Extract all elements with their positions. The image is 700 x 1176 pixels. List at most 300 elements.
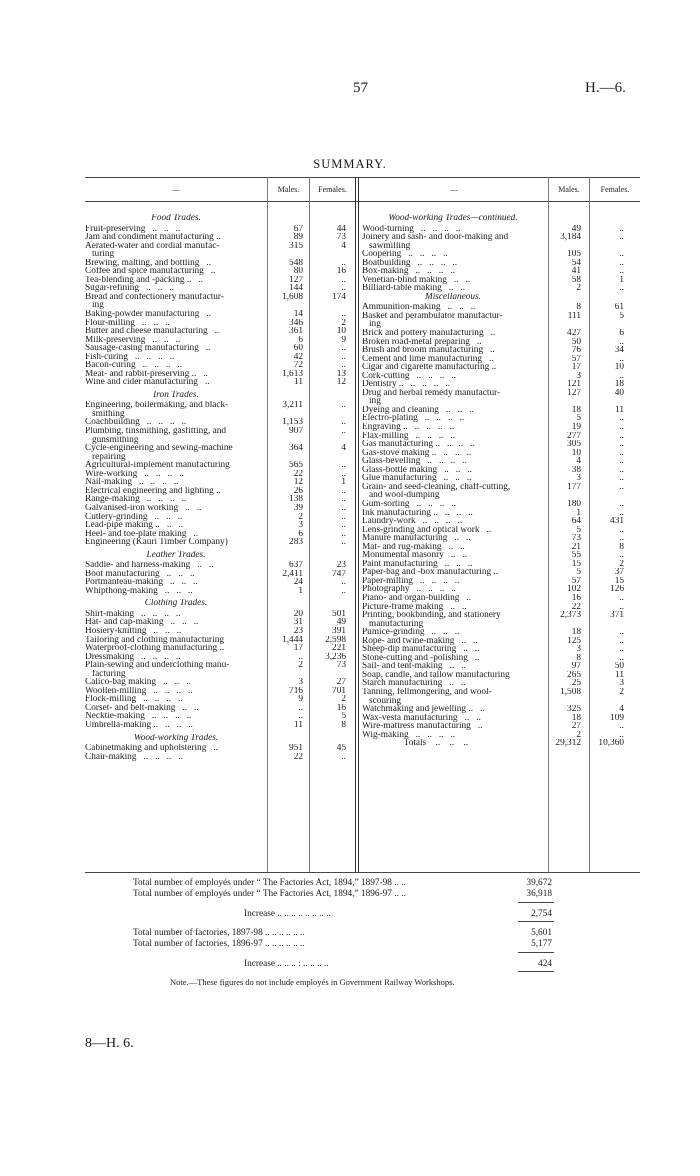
trade-name: Sausage-casing manufacturing .. — [85, 344, 211, 353]
males-value: 277 — [567, 431, 581, 441]
males-value: 18 — [571, 713, 581, 723]
table-row — [362, 259, 642, 268]
females-value: 4 — [619, 705, 624, 714]
table-row — [85, 284, 353, 293]
section-heading-text: Leather Trades. — [146, 550, 206, 560]
trade-name: Baking-powder manufacturing .. — [85, 309, 211, 319]
males-value: 5 — [576, 568, 581, 577]
males-value: 76 — [571, 346, 581, 355]
males-value: 42 — [293, 352, 303, 362]
trade-name: manufacturing — [362, 619, 424, 629]
left-males-header: Males. — [277, 185, 300, 194]
females-value: 11 — [615, 405, 624, 415]
table-row — [362, 380, 642, 389]
females-value: 37 — [614, 568, 624, 577]
females-value: .. — [341, 586, 346, 596]
trade-name: Billiard-table making .. .. — [362, 284, 466, 293]
table-row — [85, 561, 353, 570]
trade-name: Dressmaking .. .. .. .. — [85, 652, 181, 662]
trade-name: Meat- and rabbit-preserving .. .. — [85, 369, 208, 379]
females-value: .. — [619, 636, 624, 646]
table-row — [362, 284, 642, 293]
right-column — [362, 214, 642, 748]
males-value: 1,608 — [282, 292, 303, 302]
males-value: 2 — [576, 730, 581, 740]
females-value: .. — [619, 722, 624, 731]
table-row — [85, 687, 353, 696]
section-heading — [362, 214, 642, 225]
table-row — [85, 644, 353, 653]
females-value: .. — [341, 361, 346, 370]
trade-name: Shirt-making .. .. .. .. — [85, 609, 181, 619]
table-row — [362, 320, 642, 329]
table-row — [362, 457, 642, 466]
males-value: 14 — [293, 309, 303, 319]
table-row — [85, 259, 353, 268]
trade-name: Venetian-blind making .. .. — [362, 275, 471, 285]
trade-name: Ink manufacturing .. .. .. .. — [362, 508, 473, 518]
males-value: 49 — [571, 224, 581, 234]
trade-name: Heel- and toe-plate making .. — [85, 529, 199, 539]
males-value: 565 — [289, 461, 303, 470]
section-heading-text: Miscellaneous. — [424, 292, 482, 302]
females-value: 73 — [336, 233, 346, 242]
table-row — [85, 267, 353, 276]
females-value: 6 — [619, 329, 624, 338]
males-value: 11 — [294, 378, 303, 387]
males-value: 58 — [571, 275, 581, 285]
trade-name: Cabinetmaking and upholstering .. — [85, 744, 218, 753]
females-value: .. — [619, 482, 624, 492]
males-value: 29,312 — [555, 739, 581, 748]
males-value: 18 — [571, 405, 581, 415]
section-heading-text: Clothing Trades. — [144, 599, 208, 608]
females-value: 2 — [619, 687, 624, 697]
trade-name: Gum-sorting .. .. .. .. — [362, 499, 456, 509]
males-value: 80 — [293, 267, 303, 276]
males-value: 2 — [298, 512, 303, 522]
center-double-rule — [355, 177, 359, 872]
trade-name: Necktie-making .. .. .. .. — [85, 712, 192, 721]
females-value: 49 — [336, 618, 346, 627]
table-row — [362, 329, 642, 338]
trade-name: Rope- and twine-making .. .. — [362, 636, 478, 646]
table-row — [362, 338, 642, 347]
table-row — [85, 378, 353, 387]
table-row — [85, 587, 353, 596]
trade-name: Tea-blending and -packing .. .. — [85, 275, 204, 285]
males-value: 121 — [567, 380, 581, 389]
trade-name: Wire-mattress manufacturing .. — [362, 722, 483, 731]
females-value: .. — [341, 529, 346, 539]
females-value: 109 — [610, 713, 624, 723]
left-particulars-header: — — [172, 185, 180, 194]
trade-name: Plumbing, tinsmithing, gasfitting, and — [85, 427, 227, 436]
females-value: 747 — [332, 569, 346, 579]
females-value: 10 — [336, 327, 346, 336]
table-row — [85, 753, 353, 762]
table-row — [85, 461, 353, 470]
trade-name: Flour-milling .. .. .. — [85, 318, 170, 328]
females-value: .. — [619, 474, 624, 483]
table-row — [85, 370, 353, 379]
males-value: 3 — [576, 645, 581, 654]
females-value: 40 — [614, 388, 624, 398]
trade-name: Hat- and cap-making .. .. .. — [85, 618, 199, 627]
males-value: 22 — [571, 602, 581, 612]
females-value: .. — [619, 653, 624, 663]
males-value: 55 — [571, 551, 581, 560]
males-value: 2 — [298, 661, 303, 670]
males-value: 325 — [567, 705, 581, 714]
females-value: 8 — [341, 720, 346, 730]
males-value: 57 — [571, 354, 581, 364]
females-value: 61 — [614, 303, 624, 312]
females-value: .. — [619, 233, 624, 242]
trade-name: repairing — [85, 452, 126, 462]
females-value: 3 — [619, 679, 624, 688]
footnote: Note.—These figures do not include employés in Government Railway Workshops. — [170, 977, 455, 987]
females-value: .. — [619, 499, 624, 509]
table-row — [85, 704, 353, 713]
females-value: 27 — [336, 678, 346, 687]
section-heading-text: Food Trades. — [151, 214, 201, 223]
factories-rule-bottom — [518, 971, 554, 972]
males-value: 951 — [289, 744, 303, 753]
trade-name: Tanning, fellmongering, and wool- — [362, 687, 492, 697]
females-value: .. — [341, 284, 346, 293]
table-row — [85, 513, 353, 522]
trade-name: Tailoring and clothing manufacturing — [85, 635, 225, 645]
males-value: 17 — [293, 644, 303, 653]
males-value: 265 — [567, 670, 581, 680]
trade-name: Soap, candle, and tallow manufacturing — [362, 670, 510, 680]
females-value: 126 — [610, 585, 624, 594]
trade-name: Wood-turning .. .. .. .. — [362, 224, 461, 234]
table-row — [85, 225, 353, 234]
males-value: 127 — [567, 388, 581, 398]
females-value: .. — [619, 465, 624, 475]
males-value: 72 — [293, 361, 303, 370]
table-row — [362, 363, 642, 372]
females-value: 34 — [614, 346, 624, 355]
females-value: .. — [619, 448, 624, 458]
males-value: 1,508 — [560, 687, 581, 697]
trade-name: Electrical engineering and lighting .. — [85, 486, 221, 496]
females-value: .. — [619, 354, 624, 364]
males-value: 27 — [571, 722, 581, 731]
males-value: 67 — [293, 224, 303, 234]
section-heading-text: Wood-working Trades—continued. — [388, 214, 518, 223]
trade-name: Brush and broom manufacturing .. — [362, 346, 495, 355]
males-value: 12 — [293, 478, 303, 487]
males-value: 3,211 — [282, 401, 303, 410]
trade-name: Boot manufacturing .. .. .. — [85, 569, 195, 579]
section-heading — [85, 214, 353, 225]
table-row — [362, 225, 642, 234]
males-value: 21 — [571, 542, 581, 552]
females-value: 23 — [336, 561, 346, 570]
females-value: 44 — [336, 224, 346, 234]
males-value: 9 — [298, 695, 303, 704]
parliamentary-reference: H.—6. — [585, 80, 626, 96]
males-value: 97 — [571, 662, 581, 671]
males-value: 50 — [571, 337, 581, 347]
females-value: 3,236 — [325, 652, 346, 662]
females-value: 2 — [341, 318, 346, 328]
females-value: .. — [341, 495, 346, 504]
trade-name: Woollen-milling .. .. .. .. — [85, 686, 193, 696]
table-row — [85, 336, 353, 345]
males-value: 31 — [293, 618, 303, 627]
males-value: 5 — [576, 525, 581, 535]
table-row — [85, 410, 353, 419]
males-value: .. — [298, 712, 303, 721]
females-value: .. — [341, 521, 346, 530]
males-value: 125 — [567, 636, 581, 646]
males-value: 2,411 — [282, 569, 303, 579]
females-value: .. — [619, 440, 624, 449]
males-value: 138 — [289, 495, 303, 504]
males-value: 73 — [571, 534, 581, 543]
females-value: .. — [619, 224, 624, 234]
table-row — [362, 474, 642, 483]
females-value: 11 — [615, 670, 624, 680]
females-value: 174 — [332, 292, 346, 302]
trade-name: Grain- and seed-cleaning, chaff-cutting, — [362, 482, 511, 492]
table-row — [362, 346, 642, 355]
males-value: 3 — [298, 678, 303, 687]
trade-name: Brewing, malting, and bottling .. — [85, 258, 212, 268]
females-value: .. — [341, 752, 346, 762]
males-value: 89 — [293, 233, 303, 242]
trade-name: Cork-cutting .. .. .. .. — [362, 371, 456, 381]
table-row — [362, 233, 642, 242]
table-row — [85, 444, 353, 453]
trade-name: Lead-pipe making .. .. .. — [85, 521, 184, 530]
trade-name: Coffee and spice manufacturing .. — [85, 267, 216, 276]
females-value: .. — [341, 352, 346, 362]
trade-name: ing — [362, 397, 381, 406]
table-row — [362, 628, 642, 637]
females-value: .. — [619, 602, 624, 612]
table-row — [85, 636, 353, 645]
females-value: .. — [619, 258, 624, 268]
table-row — [362, 645, 642, 654]
females-value: .. — [341, 578, 346, 587]
table-row — [362, 526, 642, 535]
table-row — [85, 250, 353, 259]
table-row — [85, 436, 353, 445]
males-value: 18 — [571, 628, 581, 637]
trade-name: Umbrella-making .. .. .. .. — [85, 720, 193, 730]
males-value: 15 — [571, 559, 581, 569]
females-value: 5 — [341, 712, 346, 721]
males-value: 716 — [289, 686, 303, 696]
trade-name: Aerated-water and cordial manufac- — [85, 241, 220, 251]
females-value: .. — [619, 457, 624, 466]
females-value: 9 — [341, 335, 346, 345]
females-value: .. — [619, 730, 624, 740]
trade-name: Brick and pottery manufacturing .. — [362, 329, 496, 338]
trade-name: Cycle-engineering and sewing-machine — [85, 444, 233, 453]
trade-name: Box-making .. .. .. .. — [362, 267, 455, 276]
table-row — [362, 517, 642, 526]
table-row — [362, 577, 642, 586]
females-value: .. — [341, 344, 346, 353]
females-value: .. — [619, 371, 624, 381]
trade-name: Bacon-curing .. .. .. .. — [85, 361, 183, 370]
table-row — [362, 276, 642, 285]
females-value: 8 — [619, 542, 624, 552]
table-row — [85, 578, 353, 587]
trade-name: Sugar-refining .. .. .. — [85, 284, 174, 293]
trade-name: Drug and herbal remedy manufactur- — [362, 388, 501, 398]
table-row — [362, 414, 642, 423]
employes-increase-value: 2,754 — [531, 909, 552, 919]
factories-1896-label: Total number of factories, 1896-97 .. .. .. .. .. .. — [133, 939, 305, 949]
males-value: .. — [298, 652, 303, 662]
trade-name: Milk-preserving .. .. .. — [85, 335, 181, 345]
table-row — [362, 705, 642, 714]
factories-1897-label: Total number of factories, 1897-98 .. .. .. .. .. .. — [133, 928, 305, 938]
trade-name: Glass-bevelling .. .. .. .. — [362, 457, 467, 466]
males-value: 3 — [576, 474, 581, 483]
trade-name: Portmanteau-making .. .. .. — [85, 578, 198, 587]
females-value: .. — [619, 431, 624, 441]
trade-name: gunsmithing — [85, 435, 139, 445]
trade-name: Ammunition-making .. .. .. — [362, 303, 476, 312]
table-row — [362, 242, 642, 251]
males-value: 144 — [289, 284, 303, 293]
table-row — [362, 637, 642, 646]
trade-name: Paper-bag and -box manufacturing .. — [362, 568, 499, 577]
left-column — [85, 214, 353, 761]
males-value: 102 — [567, 585, 581, 594]
females-value: 4 — [341, 241, 346, 251]
table-row — [85, 661, 353, 670]
females-value: 10,360 — [598, 739, 624, 748]
employes-1897-value: 39,672 — [526, 878, 552, 888]
table-row — [362, 509, 642, 518]
table-row — [85, 538, 353, 547]
table-row — [362, 303, 642, 312]
females-value: 50 — [614, 662, 624, 671]
females-value: .. — [341, 461, 346, 470]
table-row — [362, 662, 642, 671]
trade-name: Sail- and tent-making .. .. — [362, 662, 466, 671]
trade-name: Flax-milling .. .. .. .. — [362, 431, 455, 441]
females-value: .. — [341, 258, 346, 268]
increase-rule-top — [518, 902, 554, 903]
females-value: .. — [619, 551, 624, 560]
males-value: 127 — [289, 275, 303, 285]
males-value: 3 — [298, 521, 303, 530]
trade-name: Gas manufacturing .. .. .. .. — [362, 440, 475, 449]
males-value: 177 — [567, 482, 581, 492]
table-row — [362, 679, 642, 688]
right-particulars-header: — — [450, 185, 458, 194]
trade-name: Broken road-metal preparing .. — [362, 337, 482, 347]
males-value: 11 — [294, 720, 303, 730]
trade-name: Jam and condiment manufacturing .. — [85, 233, 221, 242]
trade-name: Engineering, boilermaking, and black- — [85, 401, 229, 410]
trade-name: Watchmaking and jewelling .. .. — [362, 705, 485, 714]
females-value: .. — [341, 418, 346, 428]
table-row — [362, 654, 642, 663]
trade-name: Gas-stove making .. .. .. .. — [362, 448, 472, 458]
females-value: 16 — [336, 267, 346, 276]
table-row — [85, 504, 353, 513]
table-row — [362, 534, 642, 543]
males-value: .. — [298, 703, 303, 713]
males-value: 60 — [293, 344, 303, 353]
section-heading — [85, 599, 353, 610]
table-row — [362, 449, 642, 458]
males-value: 1 — [576, 508, 581, 518]
trade-name: Galvanised-iron working .. .. — [85, 503, 202, 513]
table-row — [85, 470, 353, 479]
table-row — [85, 721, 353, 730]
trade-name: and wool-dumping — [362, 491, 440, 500]
table-row — [85, 670, 353, 679]
females-value: 1 — [619, 275, 624, 285]
males-value: 907 — [289, 427, 303, 436]
table-row — [362, 739, 642, 748]
females-value: .. — [341, 427, 346, 436]
table-row — [362, 500, 642, 509]
males-value: 54 — [571, 258, 581, 268]
trade-name: Coachbuilding .. .. .. .. — [85, 418, 187, 428]
table-row — [362, 731, 642, 740]
trade-name: Calico-bag making .. .. .. — [85, 678, 191, 687]
females-value: 371 — [610, 611, 624, 620]
males-value: 39 — [293, 503, 303, 513]
males-value: 6 — [298, 335, 303, 345]
females-value: .. — [619, 423, 624, 432]
females-value: .. — [341, 309, 346, 319]
table-row — [85, 610, 353, 619]
trade-name: Glue manufacturing .. .. .. — [362, 474, 472, 483]
table-row — [85, 418, 353, 427]
table-row — [85, 319, 353, 328]
males-value: 23 — [293, 626, 303, 636]
females-value: 221 — [332, 644, 346, 653]
females-value: 391 — [332, 626, 346, 636]
table-row — [362, 355, 642, 364]
females-value: .. — [341, 469, 346, 479]
females-value: .. — [619, 414, 624, 424]
females-value: 16 — [336, 703, 346, 713]
trade-name: Range-making .. .. .. .. — [85, 495, 187, 504]
table-row — [362, 389, 642, 398]
trade-name: Chair-making .. .. .. .. — [85, 752, 183, 762]
table-row — [362, 440, 642, 449]
females-value: .. — [341, 512, 346, 522]
males-value: 16 — [571, 593, 581, 603]
females-value: .. — [341, 275, 346, 285]
left-females-header: Females. — [318, 185, 347, 194]
employes-1896-label: Total number of employés under “ The Factories Act, 1894,” 1896-97 .. .. — [133, 889, 406, 899]
trade-name: Paper-milling .. .. .. .. — [362, 576, 460, 586]
males-value: 24 — [293, 578, 303, 587]
page-number: 57 — [353, 80, 368, 96]
trade-name: smithing — [85, 409, 125, 419]
table-row — [85, 453, 353, 462]
males-value: 38 — [571, 465, 581, 475]
males-value: 2 — [576, 284, 581, 293]
females-value: .. — [619, 645, 624, 654]
